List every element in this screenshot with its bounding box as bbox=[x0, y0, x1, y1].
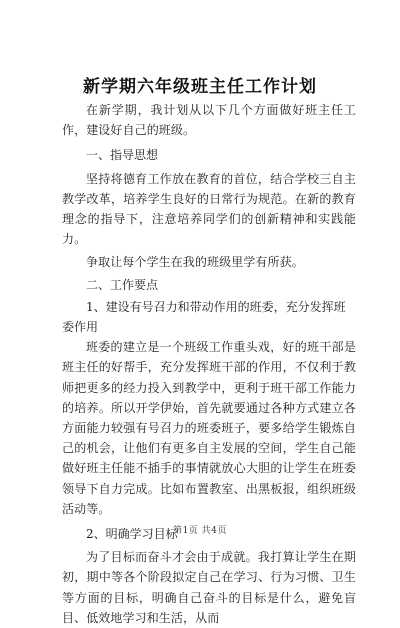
section-heading-work-points: 二、工作要点 bbox=[86, 277, 159, 292]
class-committee-paragraph: 班委的建立是一个班级工作重头戏，好的班干部是班主任的好帮手，充分发挥班干部的作用，不仅利于教师把更多的经力投入到教学中，更利于班干部工作能力的培养。所以开学伊始，首先就要通过各种方式建立各方面能力较强有号召力的班委班子，要多给学生锻炼自己的机会，让他们有更多自主发展的空间，学生自己能做好班主任能不插手的事情就放心大胆的让学生在班委领导下自力完成。比如布置教室、出黑板报，组织班级活动等。 bbox=[62, 340, 356, 516]
section-heading-guiding-ideology: 一、指导思想 bbox=[86, 148, 159, 163]
guiding-ideology-paragraph: 坚持将德育工作放在教育的首位，结合学校三自主教学改革，培养学生良好的日常行为规范。在新的教育理念的指导下，注意培养同学们的创新精神和实践能力。 bbox=[62, 171, 356, 247]
page-number-footer: 第1页 共4页 bbox=[173, 526, 227, 536]
item-heading-learning-goals: 2、明确学习目标 bbox=[86, 527, 178, 542]
document-body bbox=[62, 100, 356, 628]
intro-paragraph: 在新学期，我计划从以下几个方面做好班主任工作，建设好自己的班级。 bbox=[62, 103, 356, 138]
goal-paragraph: 争取让每个学生在我的班级里学有所获。 bbox=[86, 255, 304, 270]
item-heading-class-committee: 1、建设有号召力和带动作用的班委，充分发挥班委作用 bbox=[62, 299, 346, 335]
learning-goals-paragraph: 为了目标而奋斗才会由于成就。我打算让学生在期初，期中等各个阶段拟定自己在学习、行为习惯、卫生等方面的目标，明确自己奋斗的目标是什么，避免盲目、低效地学习和生活，从而 bbox=[62, 550, 356, 625]
document-title: 新学期六年级班主任工作计划 bbox=[83, 77, 317, 97]
